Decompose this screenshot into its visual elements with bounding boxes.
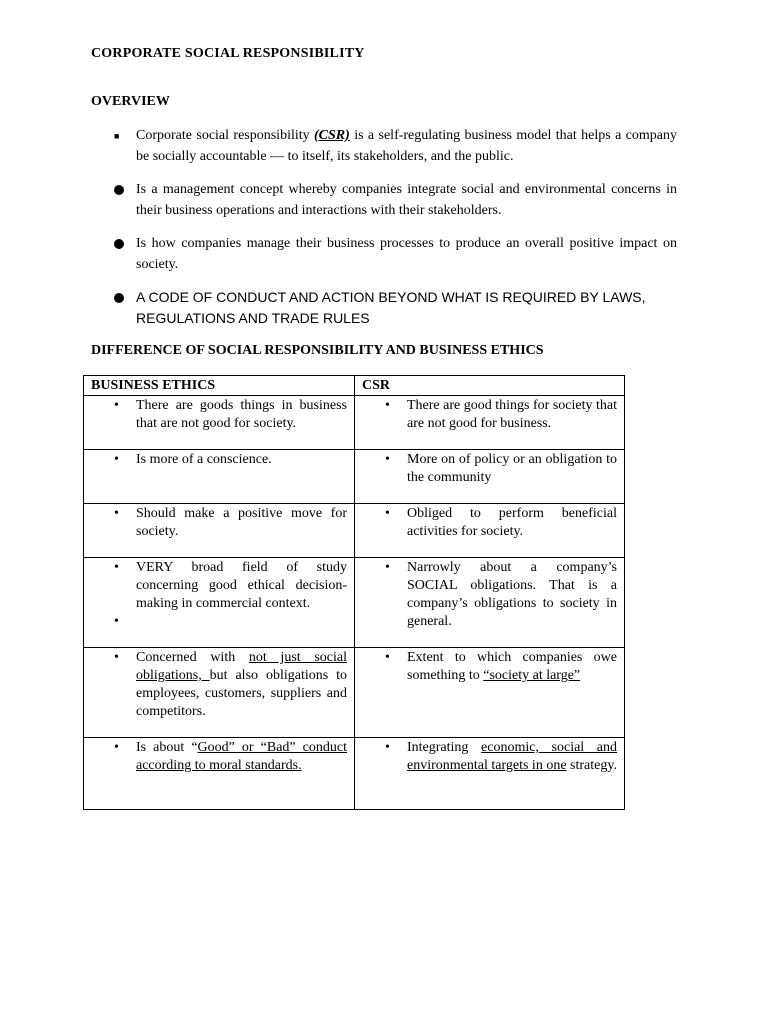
csr-cell: • Obliged to perform beneficial activities for society. — [355, 504, 625, 558]
table-header-row — [84, 376, 625, 396]
bullet-icon: • — [114, 398, 119, 413]
bullet-icon: • — [385, 398, 390, 413]
overview-bullet-text: Is a management concept whereby companies integrate social and environmental concerns in their business operations and interactions with their stakeholders. — [136, 182, 677, 218]
comparison-table — [83, 375, 625, 810]
bullet-icon: • — [385, 452, 390, 467]
table-row — [84, 504, 625, 558]
csr-cell: • More on of policy or an obligation to the community — [355, 450, 625, 504]
table-row — [84, 648, 625, 738]
bullet-icon: • — [385, 740, 390, 755]
overview-heading: OVERVIEW — [91, 94, 170, 109]
empty-bullet-icon: • — [114, 614, 119, 629]
csr-cell: • Integrating economic, social and environmental targets in one strategy. — [355, 738, 625, 810]
bullet-icon: • — [114, 650, 119, 665]
ethics-cell: • Should make a positive move for society. — [84, 504, 355, 558]
csr-abbreviation: (CSR) — [314, 128, 350, 143]
square-bullet-icon: ■ — [114, 131, 120, 141]
table-row — [84, 738, 625, 810]
overview-bullet-3 — [114, 233, 677, 275]
bullet-icon: • — [114, 506, 119, 521]
header-csr: CSR — [355, 376, 625, 396]
ethics-cell: • VERY broad field of study concerning good ethical decision-making in commercial context. • — [84, 558, 355, 648]
table-row — [84, 396, 625, 450]
bullet-icon: • — [114, 452, 119, 467]
csr-cell: • There are good things for society that are not good for business. — [355, 396, 625, 450]
bullet-icon: • — [114, 560, 119, 575]
round-bullet-icon — [114, 293, 124, 303]
ethics-cell: • Is about “Good” or “Bad” conduct according to moral standards. — [84, 738, 355, 810]
document-title: CORPORATE SOCIAL RESPONSIBILITY — [91, 46, 365, 61]
ethics-cell: • Concerned with not just social obligations, but also obligations to employees, customers, suppliers and competitors. — [84, 648, 355, 738]
overview-bullet-text: A CODE OF CONDUCT AND ACTION BEYOND WHAT IS REQUIRED BY LAWS, REGULATIONS AND TRADE RULES — [136, 289, 646, 326]
difference-heading: DIFFERENCE OF SOCIAL RESPONSIBILITY AND BUSINESS ETHICS — [91, 343, 544, 358]
overview-bullet-text: Is how companies manage their business processes to produce an overall positive impact on society. — [136, 236, 677, 272]
overview-bullet-1 — [114, 125, 677, 167]
round-bullet-icon — [114, 185, 124, 195]
bullet-icon: • — [385, 560, 390, 575]
bullet-icon: • — [114, 740, 119, 755]
overview-bullet-text: Corporate social responsibility (CSR) is a self-regulating business model that helps a company be socially accountable — to itself, its stakeholders, and the public. — [136, 128, 677, 164]
csr-cell: • Narrowly about a company’s SOCIAL obligations. That is a company’s obligations to society in general. — [355, 558, 625, 648]
overview-bullet-2 — [114, 179, 677, 221]
bullet-icon: • — [385, 506, 390, 521]
table-row — [84, 558, 625, 648]
table-row — [84, 450, 625, 504]
header-business-ethics: BUSINESS ETHICS — [84, 376, 355, 396]
bullet-icon: • — [385, 650, 390, 665]
round-bullet-icon — [114, 239, 124, 249]
ethics-cell: • Is more of a conscience. — [84, 450, 355, 504]
csr-cell: • Extent to which companies owe something to “society at large” — [355, 648, 625, 738]
ethics-cell: • There are goods things in business that are not good for society. — [84, 396, 355, 450]
overview-bullet-4 — [114, 287, 677, 329]
